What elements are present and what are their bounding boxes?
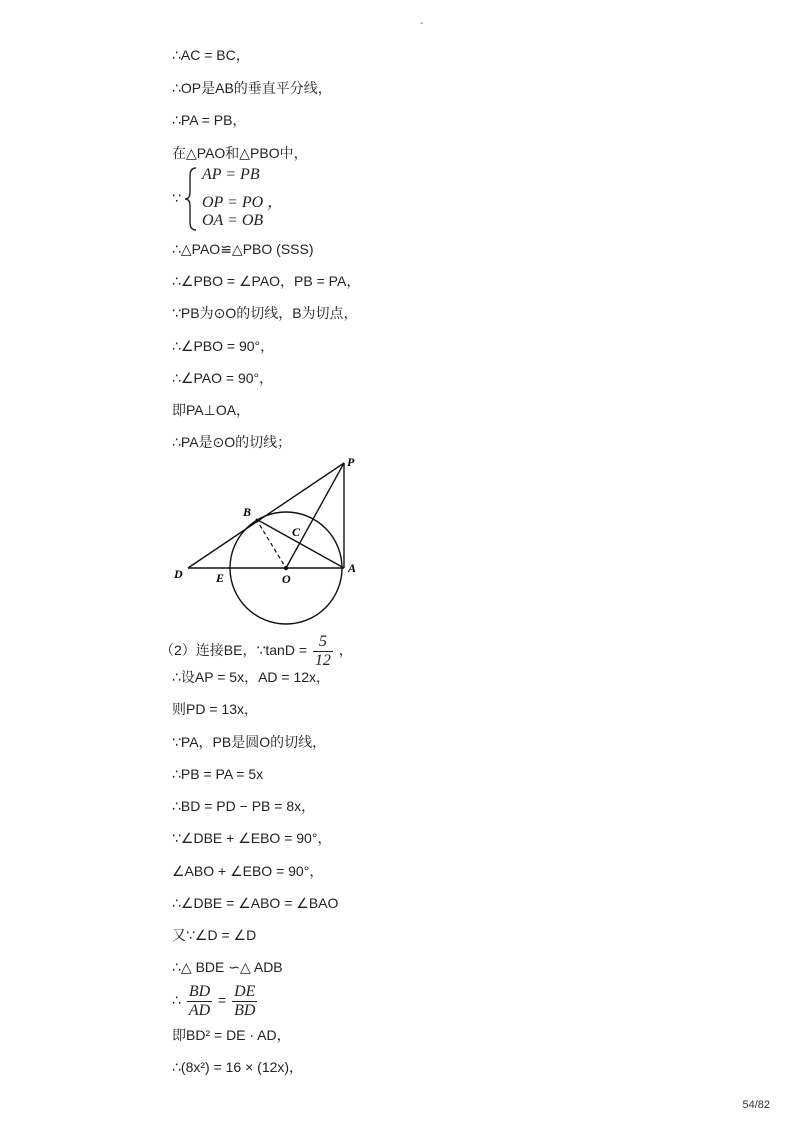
geometry-figure bbox=[168, 452, 368, 628]
system-equation: OP = PO ， bbox=[202, 194, 284, 211]
proof-line: ∴AC = BC， bbox=[172, 47, 250, 63]
because-symbol: ∵ bbox=[172, 190, 181, 206]
label-d: D bbox=[174, 567, 183, 581]
top-mark: - bbox=[420, 18, 424, 29]
center-point bbox=[284, 566, 288, 570]
part2-prefix: （2）连接BE，∵tanD = bbox=[160, 642, 308, 658]
part2-line bbox=[160, 632, 353, 670]
system-equation: AP = PB bbox=[202, 166, 260, 183]
proof-line: 则PD = 13x， bbox=[172, 701, 258, 717]
label-o: O bbox=[282, 572, 291, 586]
proof-line: ∴△ BDE ∽△ ADB bbox=[172, 959, 283, 975]
label-b: B bbox=[243, 505, 252, 519]
proof-line: ∴∠PAO = 90°， bbox=[172, 370, 274, 386]
proof-line: ∴(8x²) = 16 × (12x)， bbox=[172, 1059, 304, 1075]
fraction-numerator: BD bbox=[188, 982, 211, 1000]
ratio-equals: = bbox=[218, 992, 227, 1008]
proof-line: ∴∠PBO = 90°， bbox=[172, 338, 275, 354]
fraction-bd-ad bbox=[187, 983, 212, 1020]
proof-line: ∵∠DBE + ∠EBO = 90°， bbox=[172, 830, 332, 846]
fraction-denominator: BD bbox=[234, 1001, 256, 1019]
proof-line: 即BD² = DE · AD， bbox=[172, 1027, 291, 1043]
proof-line: ∴OP是AB的垂直平分线， bbox=[172, 80, 332, 96]
proof-line: ∴设AP = 5x，AD = 12x， bbox=[172, 669, 331, 685]
label-a: A bbox=[348, 561, 357, 575]
proof-line: ∴∠DBE = ∠ABO = ∠BAO bbox=[172, 895, 339, 911]
proof-line: ∴△PAO≌△PBO (SSS) bbox=[172, 241, 314, 257]
left-brace-icon bbox=[184, 166, 200, 232]
fraction-de-bd bbox=[232, 983, 257, 1020]
label-p: P bbox=[347, 455, 355, 469]
fraction-denominator: 12 bbox=[314, 651, 331, 669]
proof-line: ∴PA是⊙O的切线； bbox=[172, 434, 292, 450]
proof-line: ∴PA = PB， bbox=[172, 112, 247, 128]
page-number: 54/82 bbox=[742, 1099, 770, 1111]
equation-system bbox=[172, 166, 372, 232]
system-equation: OA = OB bbox=[202, 212, 264, 229]
ratio-line bbox=[172, 980, 259, 1020]
radius-ob-dashed bbox=[256, 519, 286, 568]
proof-line: 在△PAO和△PBO中， bbox=[172, 145, 308, 161]
fraction-numerator: DE bbox=[234, 982, 256, 1000]
proof-line: 又∵∠D = ∠D bbox=[172, 927, 257, 943]
fraction-denominator: AD bbox=[188, 1001, 211, 1019]
proof-line: ∵PA，PB是圆O的切线， bbox=[172, 734, 327, 750]
label-c: C bbox=[292, 525, 301, 539]
proof-line: ∴PB = PA = 5x bbox=[172, 766, 264, 782]
ratio-prefix: ∴ bbox=[172, 992, 181, 1008]
proof-line: ∴BD = PD − PB = 8x， bbox=[172, 798, 316, 814]
proof-line: ∵PB为⊙O的切线，B为切点， bbox=[172, 305, 358, 321]
label-e: E bbox=[216, 571, 225, 585]
fraction-numerator: 5 bbox=[313, 633, 333, 652]
tangent-dp bbox=[188, 463, 344, 568]
proof-line: ∠ABO + ∠EBO = 90°， bbox=[172, 863, 324, 879]
fraction-5-12 bbox=[313, 633, 333, 670]
proof-line: 即PA⊥OA， bbox=[172, 402, 251, 418]
proof-line: ∴∠PBO = ∠PAO，PB = PA， bbox=[172, 273, 361, 289]
part2-suffix: ， bbox=[338, 642, 353, 658]
